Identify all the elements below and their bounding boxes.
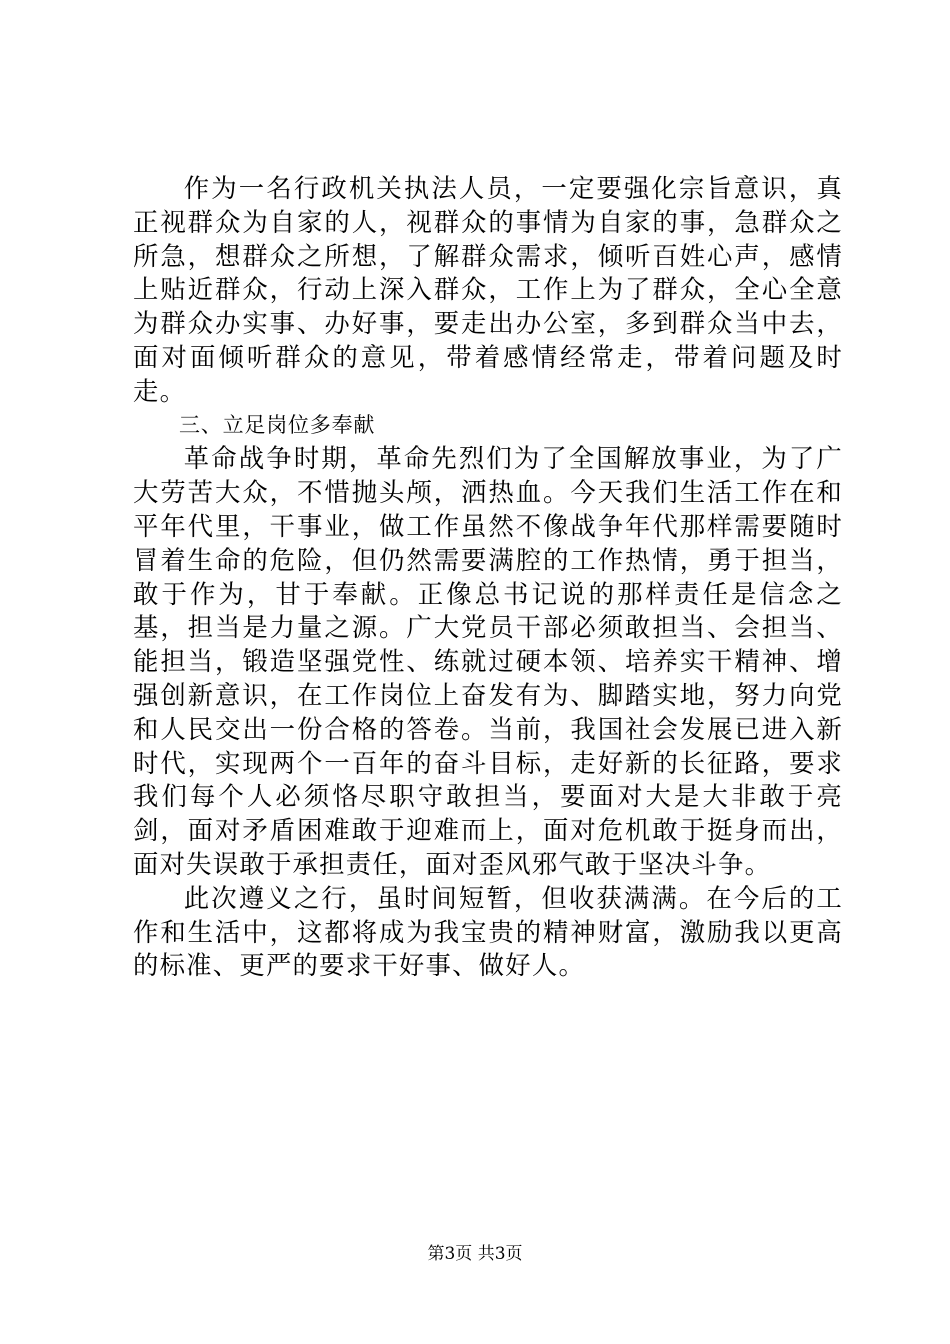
section-heading: 三、立足岗位多奉献 xyxy=(179,412,376,437)
body-paragraph: 作为一名行政机关执法人员，一定要强化宗旨意识，真正视群众为自家的人，视群众的事情为自家的事，急群众之所急，想群众之所想，了解群众需求，倾听百姓心声，感情上贴近群众，行动上深入群众，工作上为了群众，全心全意为群众办实事、办好事，要走出办公室，多到群众当中去，面对面倾听群众的意见，带着感情经常走，带着问题及时走。 xyxy=(133,173,843,406)
page-number: 第3页 共3页 xyxy=(427,1244,523,1264)
body-paragraph: 此次遵义之行，虽时间短暂，但收获满满。在今后的工作和生活中，这都将成为我宝贵的精神财富，激励我以更高的标准、更严的要求干好事、做好人。 xyxy=(133,882,843,981)
body-paragraph: 革命战争时期，革命先烈们为了全国解放事业，为了广大劳苦大众，不惜抛头颅，洒热血。今天我们生活工作在和平年代里，干事业，做工作虽然不像战争年代那样需要随时冒着生命的危险，但仍然需要满腔的工作热情，勇于担当，敢于作为，甘于奉献。正像总书记说的那样责任是信念之基，担当是力量之源。广大党员干部必须敢担当、会担当、能担当，锻造坚强党性、练就过硬本领、培养实干精神、增强创新意识，在工作岗位上奋发有为、脚踏实地，努力向党和人民交出一份合格的答卷。当前，我国社会发展已进入新时代，实现两个一百年的奋斗目标，走好新的长征路，要求我们每个人必须恪尽职守敢担当，要面对大是大非敢于亮剑，面对矛盾困难敢于迎难而上，面对危机敢于挺身而出，面对失误敢于承担责任，面对歪风邪气敢于坚决斗争。 xyxy=(133,443,843,879)
page-footer xyxy=(0,1242,950,1266)
document-body xyxy=(133,172,843,983)
